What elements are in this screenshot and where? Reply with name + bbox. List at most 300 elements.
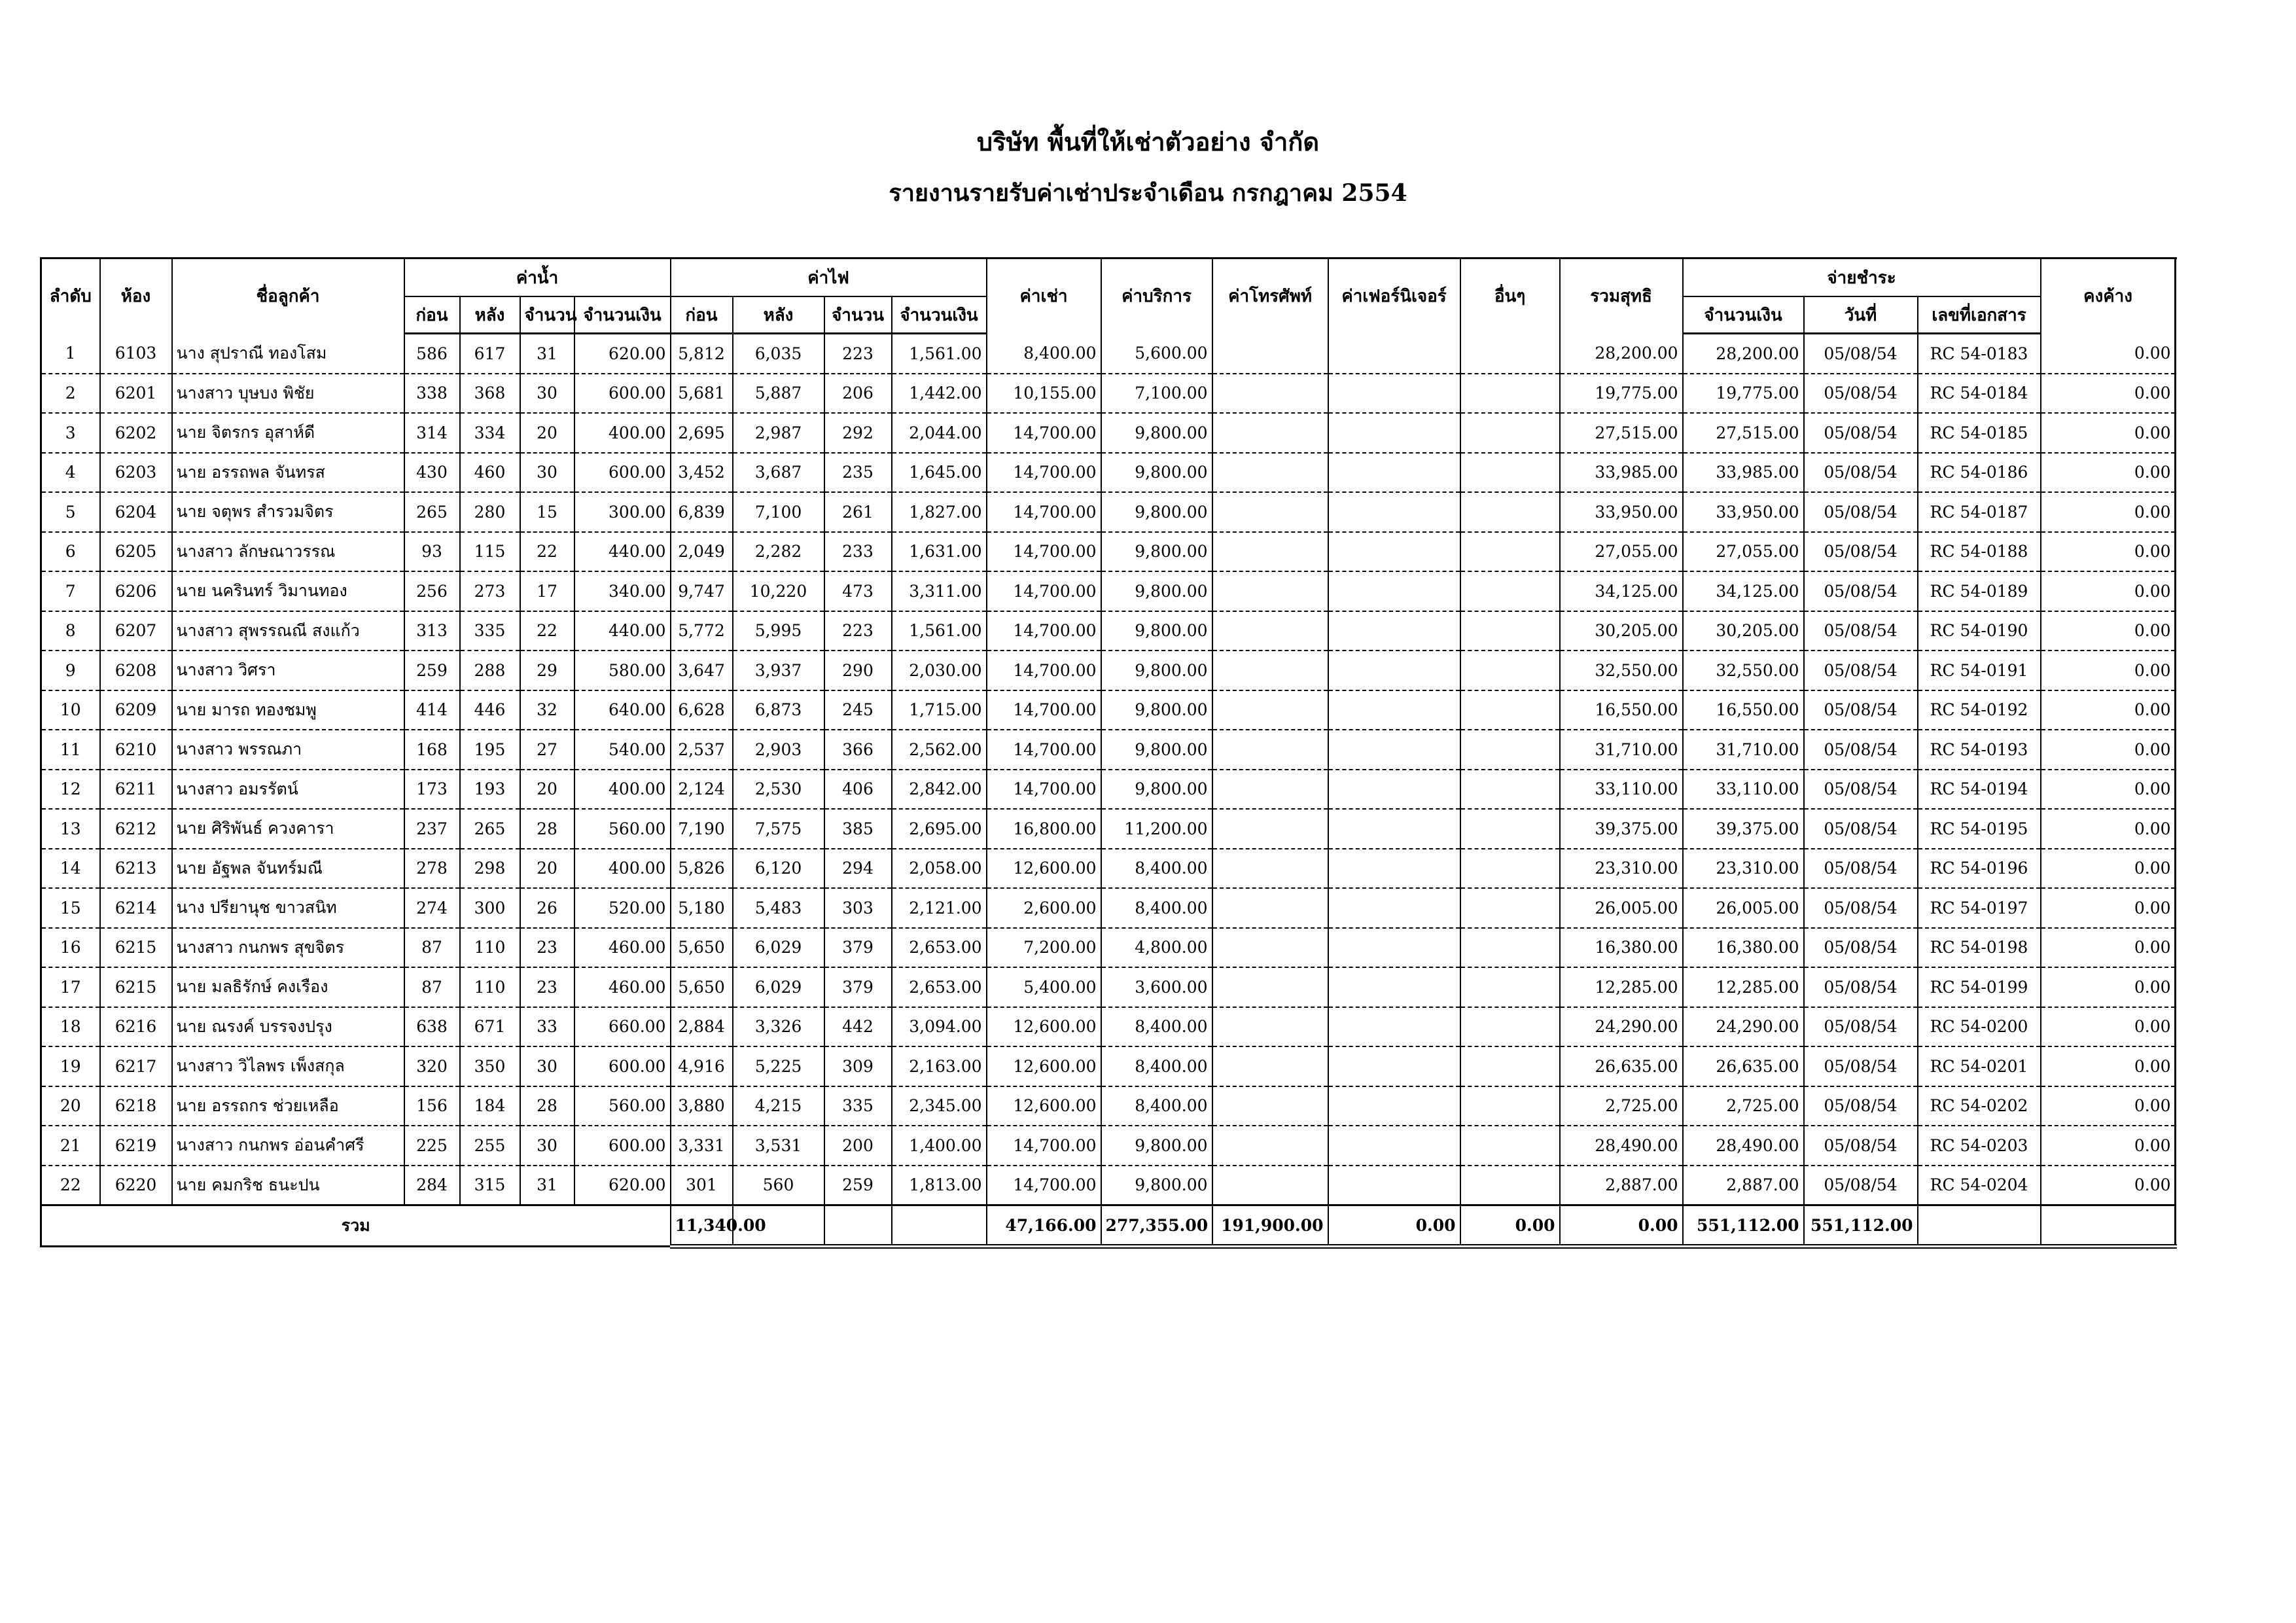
electric-after: 7,575 [733, 809, 824, 849]
furniture-amount [1328, 1046, 1460, 1086]
electric-before: 6,628 [671, 690, 733, 730]
document-number: RC 54-0189 [1918, 571, 2041, 611]
document-number: RC 54-0191 [1918, 651, 2041, 690]
service-amount: 9,800.00 [1101, 1126, 1212, 1166]
water-after: 110 [460, 928, 520, 968]
furniture-amount [1328, 1166, 1460, 1205]
room-number: 6211 [100, 770, 172, 810]
water-units: 27 [520, 730, 574, 770]
water-amount: 660.00 [574, 1007, 671, 1047]
report-title: รายงานรายรับค่าเช่าประจำเดือน กรกฎาคม 2554 [889, 179, 1407, 207]
net-total: 27,055.00 [1560, 532, 1683, 572]
electric-amount: 2,345.00 [892, 1086, 987, 1126]
document-number: RC 54-0193 [1918, 730, 2041, 770]
electric-amount: 3,094.00 [892, 1007, 987, 1047]
payment-date: 05/08/54 [1804, 770, 1918, 810]
total-other: 0.00 [1560, 1205, 1683, 1247]
electric-units: 442 [824, 1007, 892, 1047]
row-number: 8 [41, 611, 100, 651]
payment-date: 05/08/54 [1804, 611, 1918, 651]
electric-units: 200 [824, 1126, 892, 1166]
electric-amount: 2,653.00 [892, 928, 987, 968]
water-before: 284 [404, 1166, 460, 1205]
payment-amount: 33,985.00 [1683, 453, 1804, 493]
net-total: 2,887.00 [1560, 1166, 1683, 1205]
water-amount: 600.00 [574, 1126, 671, 1166]
water-after: 334 [460, 413, 520, 453]
payment-amount: 31,710.00 [1683, 730, 1804, 770]
table-row [41, 928, 2176, 968]
electric-before: 5,772 [671, 611, 733, 651]
room-number: 6201 [100, 374, 172, 414]
payment-amount: 2,725.00 [1683, 1086, 1804, 1126]
water-amount: 400.00 [574, 770, 671, 810]
payment-amount: 39,375.00 [1683, 809, 1804, 849]
furniture-amount [1328, 334, 1460, 374]
furniture-amount [1328, 849, 1460, 889]
table-row [41, 1007, 2176, 1047]
payment-date: 05/08/54 [1804, 1166, 1918, 1205]
water-amount: 560.00 [574, 809, 671, 849]
electric-before: 5,681 [671, 374, 733, 414]
water-after: 446 [460, 690, 520, 730]
water-before: 256 [404, 571, 460, 611]
rent-amount: 14,700.00 [987, 611, 1101, 651]
rent-amount: 16,800.00 [987, 809, 1101, 849]
outstanding-amount: 0.00 [2041, 334, 2176, 374]
customer-name: นางสาว กนกพร สุขจิตร [172, 928, 404, 968]
electric-units: 290 [824, 651, 892, 690]
furniture-amount [1328, 611, 1460, 651]
payment-date: 05/08/54 [1804, 651, 1918, 690]
service-amount: 8,400.00 [1101, 888, 1212, 928]
header-electric: ค่าไฟ [671, 259, 987, 297]
water-after: 255 [460, 1126, 520, 1166]
water-after: 617 [460, 334, 520, 374]
water-units: 23 [520, 967, 574, 1007]
phone-amount [1212, 730, 1328, 770]
other-amount [1460, 571, 1560, 611]
service-amount: 7,100.00 [1101, 374, 1212, 414]
other-amount [1460, 413, 1560, 453]
electric-after: 560 [733, 1166, 824, 1205]
furniture-amount [1328, 492, 1460, 532]
electric-before: 5,650 [671, 928, 733, 968]
outstanding-amount: 0.00 [2041, 928, 2176, 968]
customer-name: นาย คมกริช ธนะปน [172, 1166, 404, 1205]
furniture-amount [1328, 690, 1460, 730]
payment-date: 05/08/54 [1804, 690, 1918, 730]
electric-after: 10,220 [733, 571, 824, 611]
service-amount: 9,800.00 [1101, 571, 1212, 611]
outstanding-amount: 0.00 [2041, 611, 2176, 651]
rent-amount: 14,700.00 [987, 770, 1101, 810]
electric-units: 223 [824, 334, 892, 374]
electric-after: 5,995 [733, 611, 824, 651]
outstanding-amount: 0.00 [2041, 1126, 2176, 1166]
room-number: 6214 [100, 888, 172, 928]
payment-date: 05/08/54 [1804, 571, 1918, 611]
water-after: 265 [460, 809, 520, 849]
electric-after: 6,873 [733, 690, 824, 730]
rent-amount: 8,400.00 [987, 334, 1101, 374]
outstanding-amount: 0.00 [2041, 730, 2176, 770]
water-units: 20 [520, 413, 574, 453]
other-amount [1460, 1007, 1560, 1047]
table-row [41, 809, 2176, 849]
net-total: 12,285.00 [1560, 967, 1683, 1007]
electric-units: 385 [824, 809, 892, 849]
phone-amount [1212, 651, 1328, 690]
electric-amount: 1,561.00 [892, 611, 987, 651]
electric-before: 7,190 [671, 809, 733, 849]
table-row [41, 1086, 2176, 1126]
payment-amount: 19,775.00 [1683, 374, 1804, 414]
electric-units: 406 [824, 770, 892, 810]
row-number: 11 [41, 730, 100, 770]
table-row [41, 651, 2176, 690]
payment-date: 05/08/54 [1804, 928, 1918, 968]
total-electric-amount: 47,166.00 [987, 1205, 1101, 1247]
water-before: 237 [404, 809, 460, 849]
water-units: 28 [520, 1086, 574, 1126]
water-before: 338 [404, 374, 460, 414]
service-amount: 3,600.00 [1101, 967, 1212, 1007]
header-water-amount: จำนวนเงิน [574, 296, 671, 334]
other-amount [1460, 928, 1560, 968]
phone-amount [1212, 334, 1328, 374]
service-amount: 9,800.00 [1101, 413, 1212, 453]
row-number: 5 [41, 492, 100, 532]
document-number: RC 54-0188 [1918, 532, 2041, 572]
water-amount: 600.00 [574, 453, 671, 493]
document-number: RC 54-0185 [1918, 413, 2041, 453]
room-number: 6218 [100, 1086, 172, 1126]
document-number: RC 54-0201 [1918, 1046, 2041, 1086]
water-amount: 600.00 [574, 1046, 671, 1086]
electric-amount: 1,442.00 [892, 374, 987, 414]
payment-amount: 16,380.00 [1683, 928, 1804, 968]
room-number: 6208 [100, 651, 172, 690]
service-amount: 9,800.00 [1101, 770, 1212, 810]
table-body [41, 334, 2176, 1205]
phone-amount [1212, 849, 1328, 889]
payment-amount: 32,550.00 [1683, 651, 1804, 690]
document-number: RC 54-0192 [1918, 690, 2041, 730]
net-total: 30,205.00 [1560, 611, 1683, 651]
net-total: 39,375.00 [1560, 809, 1683, 849]
table-row [41, 453, 2176, 493]
water-after: 671 [460, 1007, 520, 1047]
phone-amount [1212, 1126, 1328, 1166]
electric-after: 6,120 [733, 849, 824, 889]
service-amount: 9,800.00 [1101, 690, 1212, 730]
net-total: 26,005.00 [1560, 888, 1683, 928]
water-after: 368 [460, 374, 520, 414]
service-amount: 8,400.00 [1101, 1086, 1212, 1126]
total-blank [892, 1205, 987, 1247]
furniture-amount [1328, 730, 1460, 770]
water-amount: 340.00 [574, 571, 671, 611]
table-row [41, 849, 2176, 889]
rent-amount: 14,700.00 [987, 690, 1101, 730]
room-number: 6103 [100, 334, 172, 374]
water-amount: 400.00 [574, 849, 671, 889]
document-number: RC 54-0197 [1918, 888, 2041, 928]
document-number: RC 54-0190 [1918, 611, 2041, 651]
customer-name: นางสาว วิไลพร เพ็งสกุล [172, 1046, 404, 1086]
electric-amount: 2,121.00 [892, 888, 987, 928]
table-row [41, 967, 2176, 1007]
other-amount [1460, 492, 1560, 532]
net-total: 28,200.00 [1560, 334, 1683, 374]
customer-name: นาย จิตรกร อุสาห์ดี [172, 413, 404, 453]
total-pay-amount: 551,112.00 [1804, 1205, 1918, 1247]
total-furniture: 0.00 [1460, 1205, 1560, 1247]
rent-amount: 10,155.00 [987, 374, 1101, 414]
water-amount: 600.00 [574, 374, 671, 414]
header-payment: จ่ายชำระ [1683, 259, 2041, 297]
outstanding-amount: 0.00 [2041, 1086, 2176, 1126]
electric-before: 2,537 [671, 730, 733, 770]
table-row [41, 413, 2176, 453]
electric-amount: 1,645.00 [892, 453, 987, 493]
header-furniture: ค่าเฟอร์นิเจอร์ [1328, 259, 1460, 334]
electric-before: 3,880 [671, 1086, 733, 1126]
water-after: 350 [460, 1046, 520, 1086]
net-total: 32,550.00 [1560, 651, 1683, 690]
water-units: 30 [520, 1126, 574, 1166]
customer-name: นาย ศิริพันธ์ ควงคารา [172, 809, 404, 849]
payment-date: 05/08/54 [1804, 532, 1918, 572]
electric-before: 4,916 [671, 1046, 733, 1086]
phone-amount [1212, 888, 1328, 928]
furniture-amount [1328, 1007, 1460, 1047]
rent-amount: 14,700.00 [987, 730, 1101, 770]
water-amount: 300.00 [574, 492, 671, 532]
electric-amount: 2,030.00 [892, 651, 987, 690]
water-amount: 580.00 [574, 651, 671, 690]
header-electric-amount: จำนวนเงิน [892, 296, 987, 334]
water-amount: 460.00 [574, 967, 671, 1007]
rent-amount: 12,600.00 [987, 1046, 1101, 1086]
table-row [41, 770, 2176, 810]
outstanding-amount: 0.00 [2041, 1046, 2176, 1086]
row-number: 16 [41, 928, 100, 968]
furniture-amount [1328, 651, 1460, 690]
other-amount [1460, 1086, 1560, 1126]
rent-amount: 12,600.00 [987, 1007, 1101, 1047]
net-total: 2,725.00 [1560, 1086, 1683, 1126]
outstanding-amount: 0.00 [2041, 413, 2176, 453]
electric-units: 292 [824, 413, 892, 453]
electric-amount: 2,058.00 [892, 849, 987, 889]
total-service: 191,900.00 [1212, 1205, 1328, 1247]
room-number: 6210 [100, 730, 172, 770]
room-number: 6216 [100, 1007, 172, 1047]
payment-amount: 2,887.00 [1683, 1166, 1804, 1205]
electric-units: 309 [824, 1046, 892, 1086]
payment-amount: 26,635.00 [1683, 1046, 1804, 1086]
other-amount [1460, 532, 1560, 572]
water-before: 93 [404, 532, 460, 572]
electric-amount: 1,561.00 [892, 334, 987, 374]
outstanding-amount: 0.00 [2041, 690, 2176, 730]
electric-units: 261 [824, 492, 892, 532]
payment-amount: 24,290.00 [1683, 1007, 1804, 1047]
net-total: 34,125.00 [1560, 571, 1683, 611]
water-units: 22 [520, 532, 574, 572]
room-number: 6215 [100, 928, 172, 968]
water-before: 156 [404, 1086, 460, 1126]
furniture-amount [1328, 413, 1460, 453]
room-number: 6202 [100, 413, 172, 453]
document-number: RC 54-0199 [1918, 967, 2041, 1007]
electric-amount: 1,813.00 [892, 1166, 987, 1205]
electric-units: 379 [824, 928, 892, 968]
electric-after: 3,326 [733, 1007, 824, 1047]
electric-after: 5,225 [733, 1046, 824, 1086]
electric-amount: 2,842.00 [892, 770, 987, 810]
table-row [41, 690, 2176, 730]
header-outstanding: คงค้าง [2041, 259, 2176, 334]
table-row [41, 1046, 2176, 1086]
electric-after: 2,987 [733, 413, 824, 453]
net-total: 16,380.00 [1560, 928, 1683, 968]
total-rent: 277,355.00 [1101, 1205, 1212, 1247]
phone-amount [1212, 809, 1328, 849]
water-amount: 640.00 [574, 690, 671, 730]
header-water-before: ก่อน [404, 296, 460, 334]
rent-amount: 2,600.00 [987, 888, 1101, 928]
outstanding-amount: 0.00 [2041, 374, 2176, 414]
room-number: 6215 [100, 967, 172, 1007]
customer-name: นาย ณรงค์ บรรจงปรุง [172, 1007, 404, 1047]
electric-after: 5,887 [733, 374, 824, 414]
payment-date: 05/08/54 [1804, 1007, 1918, 1047]
net-total: 16,550.00 [1560, 690, 1683, 730]
net-total: 26,635.00 [1560, 1046, 1683, 1086]
electric-amount: 2,163.00 [892, 1046, 987, 1086]
row-number: 1 [41, 334, 100, 374]
payment-amount: 33,950.00 [1683, 492, 1804, 532]
outstanding-amount: 0.00 [2041, 809, 2176, 849]
service-amount: 5,600.00 [1101, 334, 1212, 374]
water-units: 20 [520, 770, 574, 810]
phone-amount [1212, 532, 1328, 572]
furniture-amount [1328, 928, 1460, 968]
electric-amount: 2,653.00 [892, 967, 987, 1007]
net-total: 27,515.00 [1560, 413, 1683, 453]
document-number: RC 54-0195 [1918, 809, 2041, 849]
rent-amount: 5,400.00 [987, 967, 1101, 1007]
totals-label: รวม [41, 1205, 671, 1247]
electric-units: 303 [824, 888, 892, 928]
company-name: บริษัท พื้นที่ให้เช่าตัวอย่าง จำกัด [976, 127, 1320, 156]
document-number: RC 54-0198 [1918, 928, 2041, 968]
service-amount: 9,800.00 [1101, 651, 1212, 690]
phone-amount [1212, 413, 1328, 453]
water-amount: 540.00 [574, 730, 671, 770]
customer-name: นางสาว ลักษณาวรรณ [172, 532, 404, 572]
other-amount [1460, 611, 1560, 651]
water-after: 315 [460, 1166, 520, 1205]
room-number: 6207 [100, 611, 172, 651]
table-row [41, 532, 2176, 572]
header-electric-before: ก่อน [671, 296, 733, 334]
row-number: 7 [41, 571, 100, 611]
room-number: 6220 [100, 1166, 172, 1205]
net-total: 28,490.00 [1560, 1126, 1683, 1166]
rent-amount: 14,700.00 [987, 453, 1101, 493]
header-water: ค่าน้ำ [404, 259, 671, 297]
water-before: 259 [404, 651, 460, 690]
document-number: RC 54-0202 [1918, 1086, 2041, 1126]
customer-name: นาง สุปราณี ทองโสม [172, 334, 404, 374]
outstanding-amount: 0.00 [2041, 770, 2176, 810]
electric-after: 6,029 [733, 928, 824, 968]
rent-amount: 14,700.00 [987, 571, 1101, 611]
payment-date: 05/08/54 [1804, 453, 1918, 493]
water-after: 110 [460, 967, 520, 1007]
payment-amount: 23,310.00 [1683, 849, 1804, 889]
row-number: 19 [41, 1046, 100, 1086]
customer-name: นาย อัฐพล จันทร์มณี [172, 849, 404, 889]
electric-after: 3,531 [733, 1126, 824, 1166]
payment-amount: 12,285.00 [1683, 967, 1804, 1007]
furniture-amount [1328, 1086, 1460, 1126]
water-before: 638 [404, 1007, 460, 1047]
electric-units: 335 [824, 1086, 892, 1126]
electric-amount: 2,562.00 [892, 730, 987, 770]
customer-name: นาง ปรียานุช ขาวสนิท [172, 888, 404, 928]
electric-after: 3,687 [733, 453, 824, 493]
furniture-amount [1328, 571, 1460, 611]
total-phone: 0.00 [1328, 1205, 1460, 1247]
payment-amount: 27,515.00 [1683, 413, 1804, 453]
phone-amount [1212, 1046, 1328, 1086]
rent-amount: 14,700.00 [987, 1166, 1101, 1205]
room-number: 6204 [100, 492, 172, 532]
header-room: ห้อง [100, 259, 172, 334]
payment-amount: 34,125.00 [1683, 571, 1804, 611]
table-row [41, 334, 2176, 374]
service-amount: 8,400.00 [1101, 1007, 1212, 1047]
water-after: 298 [460, 849, 520, 889]
table-row [41, 1166, 2176, 1205]
other-amount [1460, 809, 1560, 849]
payment-date: 05/08/54 [1804, 849, 1918, 889]
total-net: 551,112.00 [1683, 1205, 1804, 1247]
document-number: RC 54-0200 [1918, 1007, 2041, 1047]
water-after: 195 [460, 730, 520, 770]
payment-date: 05/08/54 [1804, 413, 1918, 453]
service-amount: 11,200.00 [1101, 809, 1212, 849]
electric-after: 7,100 [733, 492, 824, 532]
customer-name: นาย มารถ ทองชมพู [172, 690, 404, 730]
phone-amount [1212, 611, 1328, 651]
water-before: 430 [404, 453, 460, 493]
payment-amount: 26,005.00 [1683, 888, 1804, 928]
electric-before: 5,180 [671, 888, 733, 928]
payment-date: 05/08/54 [1804, 888, 1918, 928]
payment-date: 05/08/54 [1804, 809, 1918, 849]
rent-amount: 14,700.00 [987, 1126, 1101, 1166]
phone-amount [1212, 967, 1328, 1007]
rent-amount: 7,200.00 [987, 928, 1101, 968]
outstanding-amount: 0.00 [2041, 1166, 2176, 1205]
water-before: 313 [404, 611, 460, 651]
